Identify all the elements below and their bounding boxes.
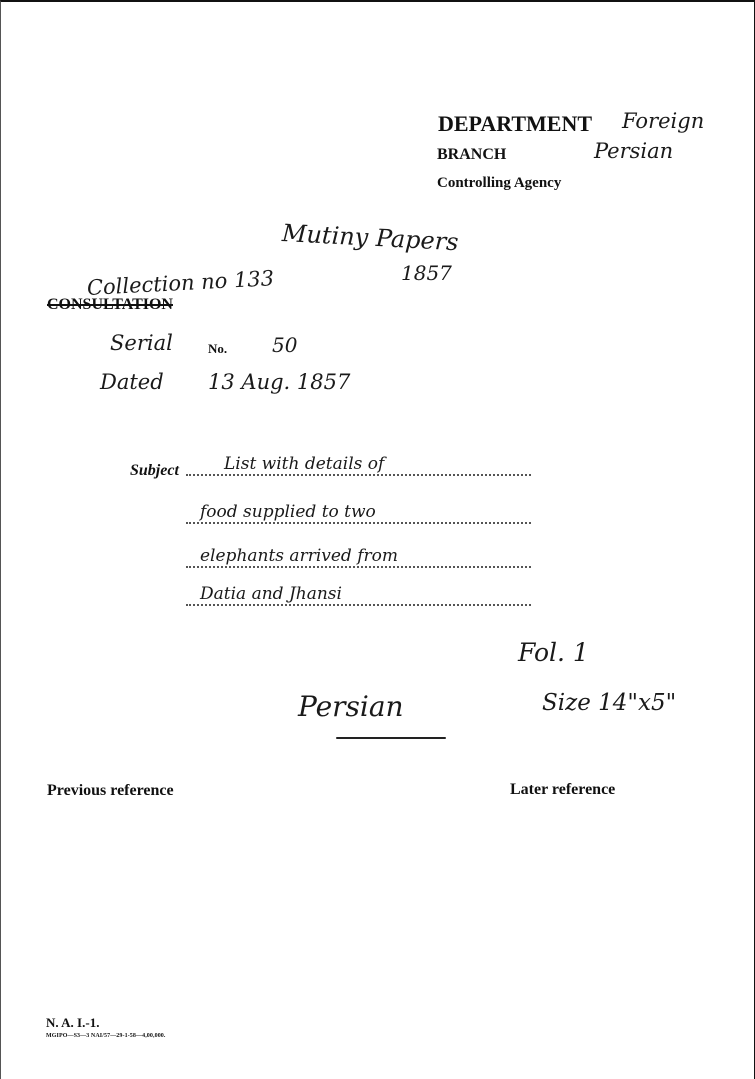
serial-no-label: No. [208, 341, 228, 356]
consultation-label: CONSULTATION [47, 296, 173, 313]
subject-line [186, 578, 531, 606]
printer-line: MGIPO—S3—3 NAI/57—29-1-58—4,00,000. [46, 1033, 166, 1039]
collection-number: Collection no 133 [86, 266, 275, 300]
dated-value: 13 Aug. 1857 [208, 370, 351, 394]
subject-line-text: food supplied to two [200, 502, 376, 522]
branch-value: Persian [594, 139, 674, 163]
subject-line [186, 448, 531, 476]
collection-year: 1857 [401, 261, 452, 285]
subject-line-text: elephants arrived from [200, 546, 398, 566]
department-value: Foreign [622, 109, 705, 133]
controlling-agency-label: Controlling Agency [437, 175, 562, 191]
size-note: Size 14"x5" [542, 690, 677, 716]
subject-line-text: Datia and Jhansi [200, 584, 342, 604]
language-note-underline [336, 737, 446, 739]
language-note: Persian [298, 690, 404, 723]
later-reference-label: Later reference [510, 781, 616, 798]
subject-line-text: List with details of [224, 454, 385, 474]
serial-number-value: 50 [272, 333, 298, 357]
subject-label: Subject [130, 462, 179, 479]
branch-label: BRANCH [437, 146, 507, 163]
subject-line [186, 496, 531, 524]
collection-title: Mutiny Papers [281, 219, 460, 257]
subject-line [186, 540, 531, 568]
department-label: DEPARTMENT [438, 111, 593, 136]
serial-handwritten-label: Serial [110, 331, 173, 355]
dated-handwritten-label: Dated [100, 370, 164, 394]
previous-reference-label: Previous reference [47, 782, 174, 799]
form-id: N. A. I.-1. [46, 1015, 100, 1030]
folio-note: Fol. 1 [518, 638, 589, 667]
